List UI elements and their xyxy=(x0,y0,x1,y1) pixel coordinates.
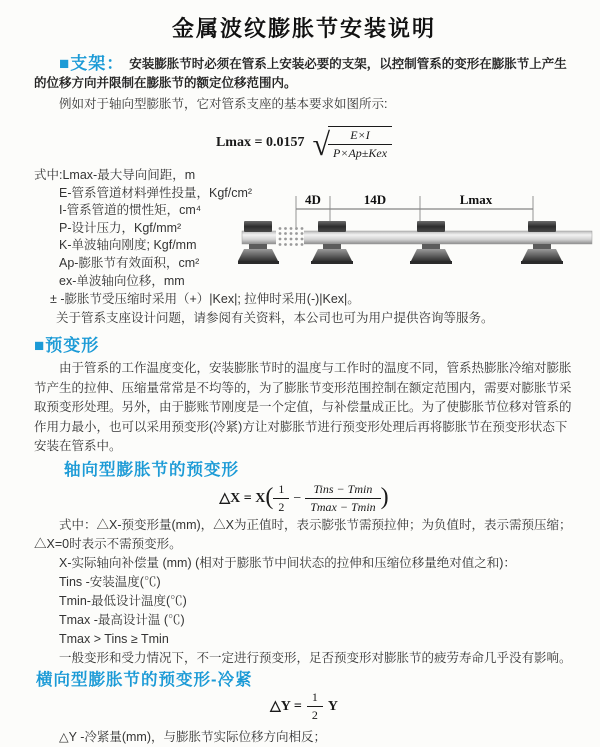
axial-line: Tmax > Tins ≥ Tmin xyxy=(59,631,169,646)
formula-axial-preform xyxy=(34,482,574,516)
definition-line: P-设计压力，Kgf/mm² xyxy=(59,220,182,235)
preform-paragraph: 由于管系的工作温度变化，安装膨胀节时的温度与工作时的温度不同，管系热膨胀冷缩对膨胀节产生的拉伸、压缩量常常是不均等的，为了膨胀节变形范围控制在额定范围内，需要对膨胀节采取预变形处理。另外，由于膨账节刚度是一个定值，与补偿量成正比。为了使膨胀节位移对管系的作用力最小，也可以采用预变形(冷紧)方让对膨胀节进行预变形处理后再将膨胀节在预变形状态下安装在管系中。 xyxy=(34,361,572,454)
fraction-one-half xyxy=(273,482,289,515)
half-numerator: 1 xyxy=(307,690,323,707)
definition-line: I-管系管道的惯性矩，cm⁴ xyxy=(59,203,202,218)
definition-line: E-管系管道材料弹性投量，Kgf/cm² xyxy=(59,185,253,200)
formula-lmax-fraction xyxy=(328,126,392,161)
section-heading-support: ■支架： xyxy=(59,54,125,73)
formula-lateral-rhs: Y xyxy=(327,698,338,714)
fraction-one-half xyxy=(307,690,323,723)
formula-lateral-lhs: △Y = xyxy=(270,699,302,715)
definition-line: ex-单波轴向位移，mm xyxy=(59,273,185,288)
open-paren: ( xyxy=(265,484,274,511)
axial-line: 一般变形和受力情况下，不一定进行预变形，足否预变形对膨胀节的疲劳寿命几乎没有影响。 xyxy=(59,650,572,665)
definition-line: K-单波轴向刚度; Kgf/mm xyxy=(59,238,197,253)
half-denominator: 2 xyxy=(311,708,318,723)
support-example-line: 例如对于轴向型膨胀节，它对管系支座的基本要求如图所示: xyxy=(59,97,388,111)
formula-lmax-denominator: P×Ap±Kex xyxy=(333,145,388,160)
temperature-numerator: Tins − Tmin xyxy=(305,482,380,499)
dim-label-4d: 4D xyxy=(305,192,321,207)
axial-line: 式中：△X-预变形量(mm)，△X为正值时，表示膨张节需预拉伸；为负值时，表示需预压缩；△X=0时表示不需预变形。 xyxy=(34,517,572,551)
fraction-temperature xyxy=(305,482,380,515)
half-denominator: 2 xyxy=(278,500,285,515)
service-note: 关于管系支座设计问题，请参阅有关资料，本公司也可为用户提供咨询等服务。 xyxy=(56,310,494,325)
axial-definitions xyxy=(34,516,574,668)
sqrt-symbol: √ xyxy=(312,126,331,162)
page-title: 金属波纹膨胀节安装说明 xyxy=(171,16,436,41)
support-intro-text: 安装膨胀节时必须在管系上安装必要的支架，以控制管系的变形在膨胀节上产生的位移方向并限制在膨胀节的额定位移范围内。 xyxy=(34,57,567,90)
formula-lmax-prefix: Lmax = 0.0157 xyxy=(215,135,305,150)
axial-line: Tmin-最低设计温度(℃) xyxy=(59,593,187,608)
formula-lmax-numerator: E×I xyxy=(328,128,392,145)
subheading-lateral-preform: 横向型膨胀节的预变形-冷紧 xyxy=(36,670,253,689)
formula-axial-lhs: △X = X xyxy=(219,491,266,507)
half-numerator: 1 xyxy=(273,482,289,499)
dim-label-14d: 14D xyxy=(363,192,387,207)
close-paren: ) xyxy=(380,484,389,511)
axial-line: X-实际轴向补偿量 (mm) (相对于膨胀节中间状态的拉伸和压缩位移量绝对值之和)： xyxy=(59,555,516,570)
definition-line: Ap-膨胀节有效面积，cm² xyxy=(59,255,200,270)
axial-line: Tmax -最高设计温 (℃) xyxy=(59,612,185,627)
dim-label-lmax: Lmax xyxy=(459,192,493,207)
minus-operator: − xyxy=(293,490,302,506)
subheading-axial-preform: 轴向型膨胀节的预变形 xyxy=(64,460,239,479)
formula-lateral-preform xyxy=(34,692,574,722)
temperature-denominator: Tmax − Tmin xyxy=(310,500,376,515)
axial-line: Tins -安装温度(℃) xyxy=(59,574,161,589)
section-heading-preform: ■预变形 xyxy=(34,336,100,356)
support-spacing-diagram xyxy=(238,191,598,291)
definition-line: 式中:Lmax-最大导向间距，m xyxy=(34,168,196,182)
bellows-expansion-joint xyxy=(276,227,304,246)
lateral-note: △Y -冷紧量(mm)，与膨胀节实际位移方向相反； xyxy=(59,729,327,744)
support-intro-paragraph xyxy=(34,54,574,93)
plus-minus-note: ± -膨胀节受压缩时采用（+）|Kex|; 拉伸时采用(-)|Kex|。 xyxy=(50,292,360,307)
formula-lmax xyxy=(34,123,574,163)
